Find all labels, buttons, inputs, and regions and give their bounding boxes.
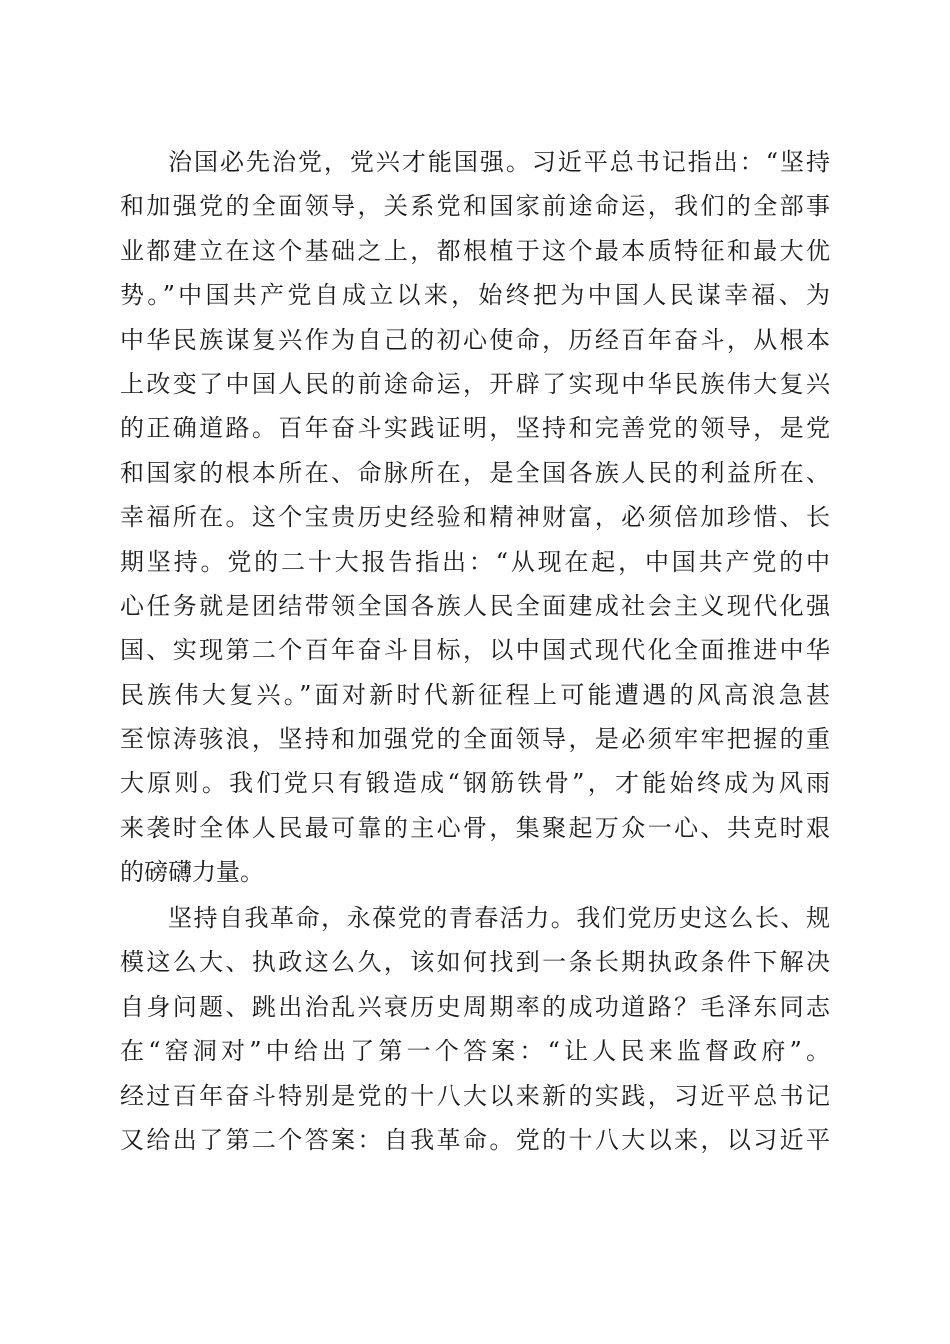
text-line: 至惊涛骇浪，坚持和加强党的全面领导，是必须牢牢把握的重 <box>120 725 830 754</box>
text-line: 幸福所在。这个宝贵历史经验和精神财富，必须倍加珍惜、长 <box>120 503 830 532</box>
text-line: 的正确道路。百年奋斗实践证明，坚持和完善党的领导，是党 <box>120 414 830 443</box>
text-line: 业都建立在这个基础之上，都根植于这个最本质特征和最大优 <box>120 236 830 265</box>
paragraph-1 <box>120 140 830 895</box>
text-line: 的磅礴力量。 <box>120 858 264 887</box>
text-line: 势。”中国共产党自成立以来，始终把为中国人民谋幸福、为 <box>120 281 830 310</box>
text-line: 在“窑洞对”中给出了第一个答案：“让人民来监督政府”。 <box>120 1037 830 1066</box>
text-line: 自身问题、跳出治乱兴衰历史周期率的成功道路？毛泽东同志 <box>120 992 830 1021</box>
text-line: 坚持自我革命，永葆党的青春活力。我们党历史这么长、规 <box>168 904 830 932</box>
text-line: 大原则。我们党只有锻造成“钢筋铁骨”，才能始终成为风雨 <box>120 769 830 798</box>
text-line: 和国家的根本所在、命脉所在，是全国各族人民的利益所在、 <box>120 458 830 487</box>
text-line: 模这么大、执政这么久，该如何找到一条长期执政条件下解决 <box>120 948 830 977</box>
text-line: 民族伟大复兴。”面对新时代新征程上可能遭遇的风高浪急甚 <box>120 680 830 709</box>
text-line: 又给出了第二个答案：自我革命。党的十八大以来，以习近平 <box>120 1125 830 1154</box>
text-line: 经过百年奋斗特别是党的十八大以来新的实践，习近平总书记 <box>120 1081 830 1110</box>
text-line: 国、实现第二个百年奋斗目标，以中国式现代化全面推进中华 <box>120 636 830 665</box>
text-line: 期坚持。党的二十大报告指出：“从现在起，中国共产党的中 <box>120 547 830 576</box>
text-line: 心任务就是团结带领全国各族人民全面建成社会主义现代化强 <box>120 591 830 620</box>
text-line: 上改变了中国人民的前途命运，开辟了实现中华民族伟大复兴 <box>120 369 830 398</box>
text-line: 治国必先治党，党兴才能国强。习近平总书记指出：“坚持 <box>168 148 830 176</box>
text-line: 来袭时全体人民最可靠的主心骨，集聚起万众一心、共克时艰 <box>120 813 830 842</box>
text-line: 中华民族谋复兴作为自己的初心使命，历经百年奋斗，从根本 <box>120 325 830 354</box>
text-line: 和加强党的全面领导，关系党和国家前途命运，我们的全部事 <box>120 192 830 221</box>
paragraph-2 <box>120 896 830 1162</box>
